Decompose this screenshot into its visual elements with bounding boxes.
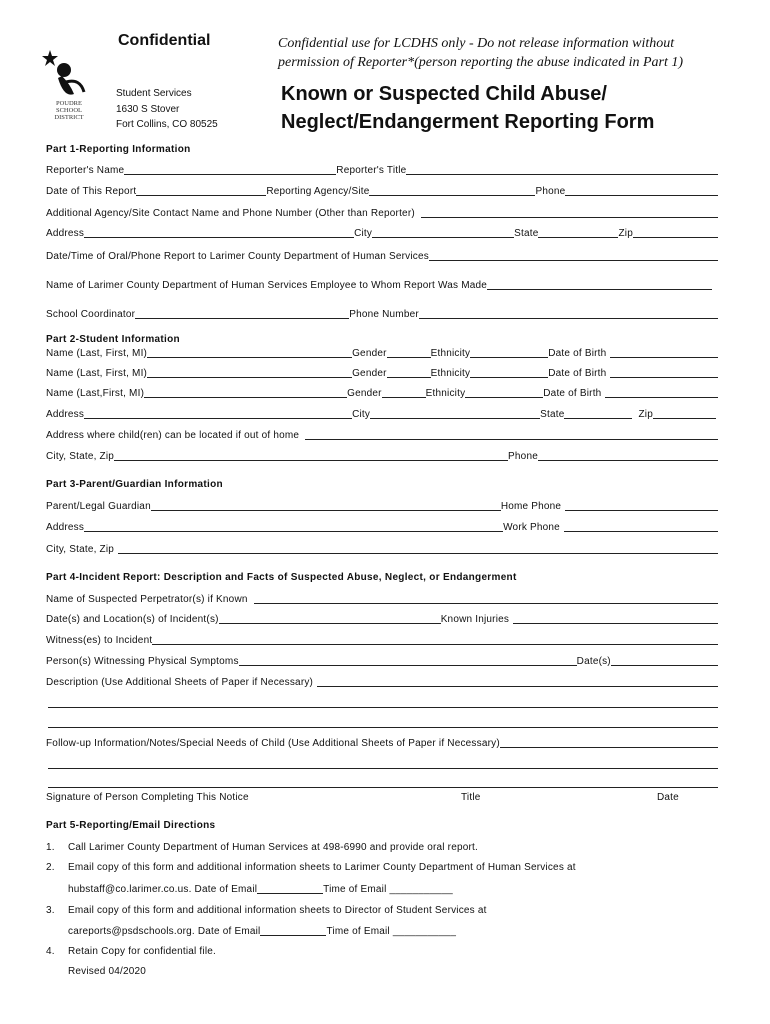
item-1: Call Larimer County Department of Human Services at 498-6990 and provide oral report. [68,842,478,853]
additional-row: Additional Agency/Site Contact Name and Phone Number (Other than Reporter) [46,207,718,219]
followup-line-2[interactable] [48,768,718,769]
revised-date: Revised 04/2020 [68,966,147,977]
student-city-field[interactable] [370,408,540,419]
gender-field[interactable] [387,367,431,378]
guardian-csz-row: City, State, Zip [46,543,718,555]
dob-field[interactable] [605,387,718,398]
student-name-field[interactable] [147,367,352,378]
student-row-2: Name (Last, First, MI) Gender Ethnicity Date of Birth [46,367,718,379]
gender-field[interactable] [382,387,426,398]
item-3-number: 3. [46,905,55,916]
item-2-email-row: hubstaff@co.larimer.co.us. Date of Email Time of Email ___________ [68,884,453,895]
guardian-address-row: Address Work Phone [46,521,718,533]
ethnicity-field[interactable] [470,347,548,358]
followup-row: Follow-up Information/Notes/Special Needs of Child (Use Additional Sheets of Paper if Necessary) [46,737,718,749]
part3-heading: Part 3-Parent/Guardian Information [46,479,223,490]
located-phone-field[interactable] [538,450,718,461]
part2-heading: Part 2-Student Information [46,334,180,345]
followup-field[interactable] [500,737,718,748]
item-2-number: 2. [46,862,55,873]
student-name-field[interactable] [147,347,352,358]
state-field[interactable] [538,227,618,238]
address-row: Address City State Zip [46,227,718,239]
part4-heading: Part 4-Incident Report: Description and Facts of Suspected Abuse, Neglect, or Endangerment [46,572,517,583]
confidential-label: Confidential [118,32,211,49]
student-state-field[interactable] [564,408,632,419]
coordinator-row: School Coordinator Phone Number [46,308,718,320]
description-line-2[interactable] [48,707,718,708]
located-csz-row: City, State, Zip Phone [46,450,718,462]
persons-field[interactable] [239,655,577,666]
student-address-field[interactable] [84,408,352,419]
employee-field[interactable] [487,279,712,290]
employee-row: Name of Larimer County Department of Human Services Employee to Whom Report Was Made [46,279,718,291]
witness-field[interactable] [152,634,718,645]
signature-label: Signature of Person Completing This Notice [46,792,249,803]
guardian-address-field[interactable] [84,521,503,532]
perpetrator-row: Name of Suspected Perpetrator(s) if Known [46,593,718,605]
gender-field[interactable] [387,347,431,358]
ethnicity-field[interactable] [470,367,548,378]
reporter-name-field[interactable] [124,164,336,175]
signature-line[interactable] [48,787,718,788]
item-3: Email copy of this form and additional information sheets to Director of Student Services at [68,905,487,916]
guardian-csz-field[interactable] [118,543,718,554]
description-row: Description (Use Additional Sheets of Paper if Necessary) [46,676,718,688]
item-4-number: 4. [46,946,55,957]
email-date-field[interactable] [257,883,323,894]
zip-field[interactable] [633,227,718,238]
logo-text: POUDRE SCHOOL DISTRICT [54,100,84,121]
student-zip-field[interactable] [653,408,716,419]
part1-heading: Part 1-Reporting Information [46,144,191,155]
persons-dates-field[interactable] [611,655,718,666]
reporter-title-field[interactable] [406,164,718,175]
persons-row: Person(s) Witnessing Physical Symptoms Date(s) [46,655,718,667]
form-title: Known or Suspected Child Abuse/ Neglect/Endangerment Reporting Form [281,83,655,133]
ethnicity-field[interactable] [465,387,543,398]
email-date-field[interactable] [260,925,326,936]
located-csz-field[interactable] [114,450,508,461]
notice-line-2: permission of Reporter*(person reporting the abuse indicated in Part 1) [278,55,684,70]
coordinator-phone-field[interactable] [419,308,718,319]
confidentiality-notice [278,34,738,72]
item-4: Retain Copy for confidential file. [68,946,216,957]
part5-heading: Part 5-Reporting/Email Directions [46,820,216,831]
description-field[interactable] [317,676,718,687]
located-row: Address where child(ren) can be located if out of home [46,429,718,441]
student-row-1: Name (Last, First, MI) Gender Ethnicity Date of Birth [46,347,718,359]
signature-title-label: Title [461,792,481,803]
student-name-field[interactable] [144,387,347,398]
reporter-row: Reporter's Name Reporter's Title [46,164,718,176]
coordinator-field[interactable] [135,308,349,319]
injuries-field[interactable] [513,613,718,624]
address-field[interactable] [84,227,354,238]
report-date-field[interactable] [136,185,266,196]
item-1-number: 1. [46,842,55,853]
report-date-row: Date of This Report Reporting Agency/Site Phone [46,185,718,197]
incident-row: Date(s) and Location(s) of Incident(s) Known Injuries [46,613,718,625]
agency-field[interactable] [369,185,535,196]
incident-dates-field[interactable] [219,613,441,624]
notice-line-1: Confidential use for LCDHS only - Do not release information without [278,36,675,51]
dob-field[interactable] [610,347,718,358]
located-address-field[interactable] [305,429,718,440]
home-phone-field[interactable] [565,500,718,511]
perpetrator-field[interactable] [254,593,718,604]
item-2: Email copy of this form and additional information sheets to Larimer County Department of Human Services at [68,862,576,873]
witness-row: Witness(es) to Incident [46,634,718,646]
datetime-field[interactable] [429,250,718,261]
dob-field[interactable] [610,367,718,378]
additional-contact-field[interactable] [421,207,718,218]
student-address-row: Address City State Zip [46,408,718,420]
work-phone-field[interactable] [564,521,718,532]
office-address: Student Services 1630 S Stover Fort Collins, CO 80525 [116,88,218,130]
student-row-3: Name (Last,First, MI) Gender Ethnicity Date of Birth [46,387,718,399]
city-field[interactable] [372,227,514,238]
description-line-3[interactable] [48,727,718,728]
guardian-row: Parent/Legal Guardian Home Phone [46,500,718,512]
datetime-row: Date/Time of Oral/Phone Report to Larimer County Department of Human Services [46,250,718,262]
signature-date-label: Date [657,792,679,803]
item-3-email-row: careports@psdschools.org. Date of Email Time of Email ___________ [68,926,457,937]
phone-field[interactable] [565,185,718,196]
guardian-field[interactable] [151,500,501,511]
